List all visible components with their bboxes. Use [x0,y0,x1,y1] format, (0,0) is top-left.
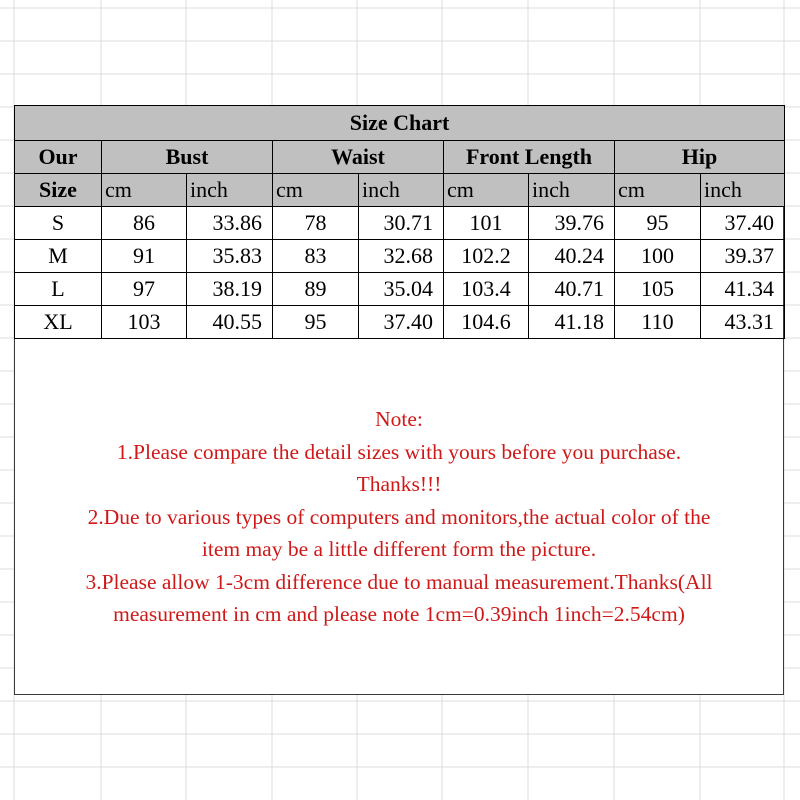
table-row [15,240,785,273]
front-length-inch-header: inch [529,174,615,207]
note-line: 2.Due to various types of computers and monitors,the actual color of the [87,504,711,529]
size-header-bottom: Size [15,174,102,207]
front-length-inch-cell: 40.71 [529,273,615,306]
size-cell: M [15,240,102,273]
size-cell: S [15,207,102,240]
bust-cm-cell: 103 [102,306,187,339]
front-length-cm-cell: 102.2 [444,240,529,273]
note-line: measurement in cm and please note 1cm=0.39inch 1inch=2.54cm) [113,602,685,626]
waist-cm-cell: 89 [273,273,359,306]
title-row [15,106,785,141]
bust-cm-cell: 91 [102,240,187,273]
note-line: Thanks!!! [356,472,442,496]
hip-inch-cell: 37.40 [701,207,785,240]
hip-inch-cell: 39.37 [701,240,785,273]
bust-inch-cell: 38.19 [187,273,273,306]
table-row [15,273,785,306]
hip-cm-cell: 95 [615,207,701,240]
size-header-top: Our [15,141,102,174]
hip-inch-cell: 43.31 [701,306,785,339]
front-length-inch-cell: 40.24 [529,240,615,273]
note-line: 3.Please allow 1-3cm difference due to manual measurement.Thanks(All [85,569,713,594]
front-length-cm-cell: 104.6 [444,306,529,339]
bust-cm-cell: 86 [102,207,187,240]
size-cell: XL [15,306,102,339]
front-length-header: Front Length [444,141,615,174]
waist-cm-header: cm [273,174,359,207]
front-length-inch-cell: 41.18 [529,306,615,339]
front-length-cm-cell: 103.4 [444,273,529,306]
notes-block [14,403,784,631]
waist-inch-cell: 32.68 [359,240,444,273]
waist-inch-header: inch [359,174,444,207]
waist-cm-cell: 78 [273,207,359,240]
front-length-cm-cell: 101 [444,207,529,240]
waist-inch-cell: 37.40 [359,306,444,339]
hip-cm-cell: 110 [615,306,701,339]
bust-inch-cell: 35.83 [187,240,273,273]
note-line: 1.Please compare the detail sizes with yours before you purchase. [116,439,682,464]
bust-cm-header: cm [102,174,187,207]
waist-header: Waist [273,141,444,174]
hip-cm-cell: 105 [615,273,701,306]
bust-header: Bust [102,141,273,174]
group-header-row [15,141,785,174]
note-heading: Note: [375,407,423,431]
waist-cm-cell: 83 [273,240,359,273]
front-length-inch-cell: 39.76 [529,207,615,240]
hip-header: Hip [615,141,785,174]
waist-inch-cell: 35.04 [359,273,444,306]
bust-cm-cell: 97 [102,273,187,306]
hip-inch-cell: 41.34 [701,273,785,306]
size-cell: L [15,273,102,306]
table-title: Size Chart [15,106,785,141]
unit-header-row [15,174,785,207]
bust-inch-header: inch [187,174,273,207]
note-line: item may be a little different form the picture. [201,537,597,561]
bust-inch-cell: 40.55 [187,306,273,339]
waist-inch-cell: 30.71 [359,207,444,240]
hip-cm-header: cm [615,174,701,207]
bust-inch-cell: 33.86 [187,207,273,240]
waist-cm-cell: 95 [273,306,359,339]
hip-cm-cell: 100 [615,240,701,273]
table-row [15,306,785,339]
size-chart-table [14,105,785,339]
hip-inch-header: inch [701,174,785,207]
table-row [15,207,785,240]
front-length-cm-header: cm [444,174,529,207]
